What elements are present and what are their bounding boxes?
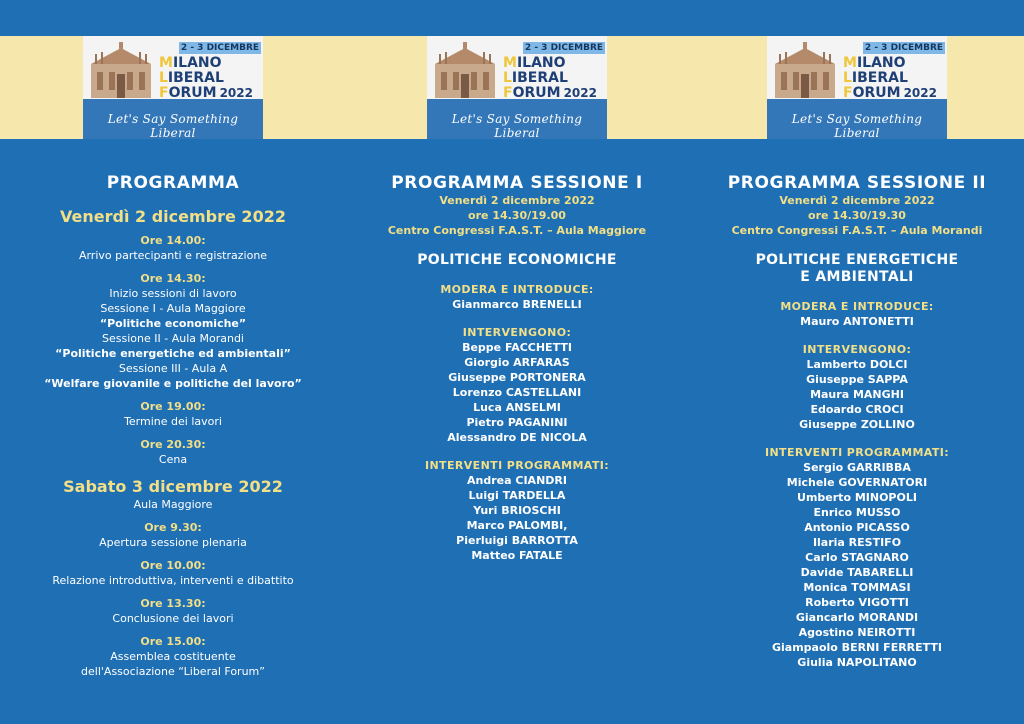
speaker-name: Giampaolo BERNI FERRETTI: [771, 641, 943, 654]
schedule-line: Termine dei lavori: [124, 415, 222, 428]
speaker-name: Giuseppe ZOLLINO: [799, 418, 915, 431]
session1-speakers-label: INTERVENGONO:: [462, 326, 572, 339]
cathedral-icon: [431, 42, 499, 98]
speaker-name: Yuri BRIOSCHI: [473, 504, 561, 517]
session1-time: ore 14.30/19.00: [468, 209, 566, 222]
programma-title: PROGRAMMA: [106, 173, 240, 193]
schedule-line: “Politiche energetiche ed ambientali”: [55, 347, 291, 360]
session1-moderator: Gianmarco BRENELLI: [452, 298, 582, 311]
speaker-name: Giulia NAPOLITANO: [797, 656, 917, 669]
speaker-name: Monica TOMMASI: [803, 581, 911, 594]
speaker-name: Pierluigi BARROTTA: [456, 534, 578, 547]
speaker-name: Davide TABARELLI: [800, 566, 914, 579]
speaker-name: Enrico MUSSO: [813, 506, 901, 519]
schedule-line: dell'Associazione “Liberal Forum”: [81, 665, 265, 678]
column-programma: [3, 36, 343, 679]
speaker-name: Agostino NEIROTTI: [798, 626, 916, 639]
session2-title: PROGRAMMA SESSIONE II: [727, 173, 987, 193]
session2-date: Venerdì 2 dicembre 2022: [779, 194, 935, 207]
event-dates: 2 - 3 DICEMBRE: [524, 43, 604, 53]
speaker-name: Beppe FACCHETTI: [462, 341, 572, 354]
day1-schedule: [3, 233, 343, 467]
speaker-name: Antonio PICASSO: [804, 521, 910, 534]
schedule-time: Ore 19.00:: [140, 400, 206, 413]
session2-moderator: Mauro ANTONETTI: [800, 315, 914, 328]
schedule-line: Sessione III - Aula A: [118, 362, 228, 375]
event-logo: [767, 36, 947, 139]
speaker-name: Carlo STAGNARO: [805, 551, 909, 564]
day1-heading: Venerdì 2 dicembre 2022: [60, 207, 286, 226]
schedule-line: “Politiche economiche”: [99, 317, 247, 330]
event-dates: 2 - 3 DICEMBRE: [180, 43, 260, 53]
speaker-name: Matteo FATALE: [471, 549, 563, 562]
session2-topic-line2: E AMBIENTALI: [800, 269, 914, 285]
speaker-name: Luigi TARDELLA: [468, 489, 566, 502]
speaker-name: Michele GOVERNATORI: [786, 476, 928, 489]
speaker-name: Edoardo CROCI: [810, 403, 904, 416]
schedule-line: Sessione II - Aula Morandi: [102, 332, 244, 345]
event-name: MILANO LIBERAL FORUM 2022: [843, 55, 937, 101]
schedule-item: [3, 437, 343, 467]
schedule-item: [3, 520, 343, 550]
speaker-name: Giuseppe SAPPA: [806, 373, 908, 386]
speaker-name: Marco PALOMBI,: [466, 519, 568, 532]
speaker-name: Pietro PAGANINI: [466, 416, 568, 429]
cathedral-icon: [771, 42, 839, 98]
schedule-line: “Welfare giovanile e politiche del lavoro”: [44, 377, 302, 390]
session1-place: Centro Congressi F.A.S.T. – Aula Maggiore: [387, 224, 647, 237]
event-slogan: Let's Say Something Liberal: [107, 112, 239, 139]
session2-speakers-label: INTERVENGONO:: [802, 343, 912, 356]
session1-planned-label: INTERVENTI PROGRAMMATI:: [424, 459, 610, 472]
event-name: MILANO LIBERAL FORUM 2022: [159, 55, 253, 101]
schedule-time: Ore 15.00:: [140, 635, 206, 648]
session2-place: Centro Congressi F.A.S.T. – Aula Morandi: [731, 224, 983, 237]
schedule-item: [3, 558, 343, 588]
schedule-line: Apertura sessione plenaria: [99, 536, 247, 549]
speaker-name: Lamberto DOLCI: [806, 358, 908, 371]
session1-date: Venerdì 2 dicembre 2022: [439, 194, 595, 207]
schedule-line: Sessione I - Aula Maggiore: [100, 302, 246, 315]
schedule-item: [3, 596, 343, 626]
day2-schedule: [3, 520, 343, 679]
schedule-time: Ore 14.30:: [140, 272, 206, 285]
schedule-item: [3, 399, 343, 429]
schedule-line: Assemblea costituente: [110, 650, 236, 663]
event-name: MILANO LIBERAL FORUM 2022: [503, 55, 597, 101]
event-logo: [427, 36, 607, 139]
session1-topic: POLITICHE ECONOMICHE: [417, 252, 617, 268]
session1-moderator-label: MODERA E INTRODUCE:: [440, 283, 594, 296]
schedule-line: Relazione introduttiva, interventi e dibattito: [52, 574, 294, 587]
schedule-item: [3, 233, 343, 263]
schedule-time: Ore 20.30:: [140, 438, 206, 451]
column-session-2: [687, 36, 1024, 670]
session2-speakers: [687, 357, 1024, 432]
schedule-line: Inizio sessioni di lavoro: [109, 287, 237, 300]
speaker-name: Umberto MINOPOLI: [797, 491, 917, 504]
session1-speakers: [347, 340, 687, 445]
schedule-item: [3, 271, 343, 391]
speaker-name: Giancarlo MORANDI: [795, 611, 919, 624]
schedule-time: Ore 14.00:: [140, 234, 206, 247]
session2-planned-label: INTERVENTI PROGRAMMATI:: [764, 446, 950, 459]
schedule-time: Ore 9.30:: [144, 521, 202, 534]
speaker-name: Roberto VIGOTTI: [805, 596, 909, 609]
speaker-name: Sergio GARRIBBA: [803, 461, 911, 474]
event-dates: 2 - 3 DICEMBRE: [864, 43, 944, 53]
speaker-name: Andrea CIANDRI: [467, 474, 567, 487]
schedule-item: [3, 634, 343, 679]
event-slogan: Let's Say Something Liberal: [791, 112, 923, 139]
session2-planned: [687, 460, 1024, 670]
session2-time: ore 14.30/19.30: [808, 209, 906, 222]
session1-title: PROGRAMMA SESSIONE I: [391, 173, 643, 193]
speaker-name: Luca ANSELMI: [473, 401, 561, 414]
event-slogan: Let's Say Something Liberal: [451, 112, 583, 139]
speaker-name: Giuseppe PORTONERA: [448, 371, 586, 384]
day2-heading: Sabato 3 dicembre 2022: [63, 477, 283, 496]
schedule-line: Conclusione dei lavori: [112, 612, 234, 625]
cathedral-icon: [87, 42, 155, 98]
speaker-name: Ilaria RESTIFO: [812, 536, 902, 549]
schedule-time: Ore 13.30:: [140, 597, 206, 610]
schedule-line: Cena: [158, 453, 188, 466]
schedule-line: Arrivo partecipanti e registrazione: [78, 249, 268, 262]
schedule-time: Ore 10.00:: [140, 559, 206, 572]
speaker-name: Maura MANGHI: [810, 388, 904, 401]
speaker-name: Giorgio ARFARAS: [464, 356, 570, 369]
session2-topic: POLITICHE ENERGETICHE: [755, 252, 959, 268]
column-session-1: [347, 36, 687, 563]
session2-moderator-label: MODERA E INTRODUCE:: [780, 300, 934, 313]
session1-planned: [347, 473, 687, 563]
event-logo: [83, 36, 263, 139]
day2-location: Aula Maggiore: [133, 498, 213, 511]
speaker-name: Lorenzo CASTELLANI: [452, 386, 582, 399]
speaker-name: Alessandro DE NICOLA: [447, 431, 587, 444]
